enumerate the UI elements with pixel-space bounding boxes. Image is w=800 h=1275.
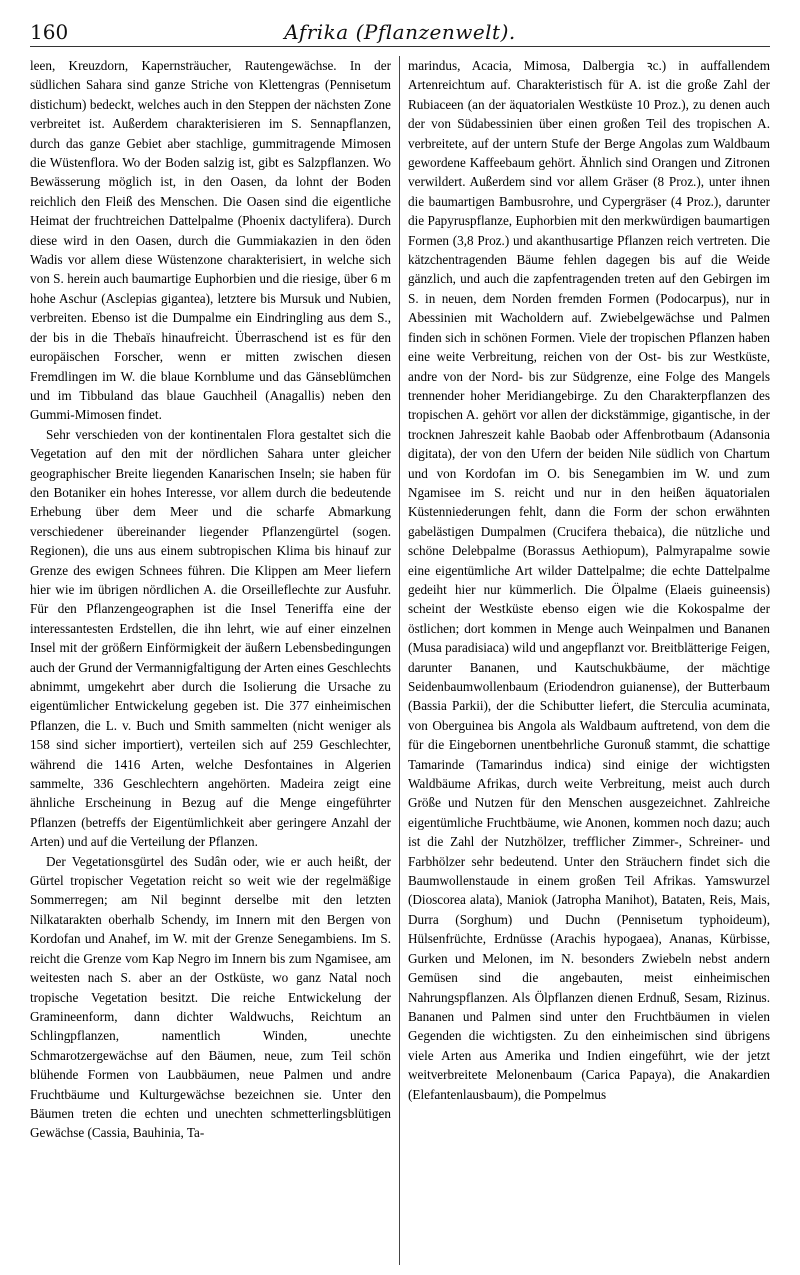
running-title: Afrika (Pflanzenwelt). xyxy=(284,20,516,44)
text-columns xyxy=(30,56,770,1265)
left-paragraph-2: Sehr verschieden von der kontinentalen Flora gestaltet sich die Vegetation auf den mit der nördlichen Sahara unter gleicher geographischer Breite liegenden Kanarischen Inseln; sie haben für den Botaniker ein hohes Interesse, vor allem durch die bedeutende Erhebung über dem Meer und die scharfe Abmarkung verschiedener übereinander liegender Pflanzengürtel (sogen. Regionen), die uns aus einem subtropischen Klima bis hinauf zur Grenze des ewigen Schnees führen. Die Klippen am Meer liefern hier wie im übrigen nördlichen A. die Orseilleflechte zur Ausfuhr. Für den Pflanzengeographen ist die Insel Teneriffa eine der interessantesten Erdstellen, die ihn lehrt, wie auf einer einzelnen Insel mit der größern Einförmigkeit der äußern Lebensbedingungen auch der Grund der Vermannigfaltigung der Arten eines Geschlechts abnimmt, umgekehrt aber durch die Isolierung die Ursache zu eigentümlicher Entwickelung gegeben ist. Die 377 einheimischen Pflanzen, die L. v. Buch und Smith sammelten (nicht weniger als 158 sind sicher importiert), verteilen sich auf 259 Geschlechter, während die 1416 Arten, welche Desfontaines in Algerien sammelte, 336 Geschlechtern angehörten. Madeira zeigt eine ähnliche Erscheinung in Bezug auf die Menge eingeführter Pflanzen (betreffs der Eigentümlichkeit aber geringere Anzahl der Arten) und auf die Verteilung der Pflanzen. xyxy=(30,426,391,850)
right-paragraph-1: marindus, Acacia, Mimosa, Dalbergia ꝛc.) in auffallendem Artenreichtum auf. Charakteristisch für A. ist die große Zahl der Rubiaceen (an der äquatorialen Westküste 10 Proz.), zu denen auch der von Südabessinien über einen großen Teil des tropischen A. verbreitete, auf der untern Stufe der Berge Angolas zum Waldbaum gewordene Kaffeebaum gehört. Ähnlich sind Orangen und Zitronen verwildert. Außerdem sind vor allem Gräser (8 Proz.), unter ihnen die baumartigen Bambusrohre, und Cypergräser (4 Proz.), darunter die Papyruspflanze, Euphorbien mit den merkwürdigen baumartigen Formen (3,8 Proz.) und akanthusartige Pflanzen reich vertreten. Die kätzchentragenden Bäume fehlen dagegen bis auf die Weide gänzlich, und auch die zapfentragenden treten auf den Gebirgen im S. in neuen, dem Norden fremden Formen (Podocarpus), nur in Abessinien mit Wacholdern auf. Zwiebelgewächse und Palmen finden sich in schönen Formen. Viele der tropischen Pflanzen haben eine weite Verbreitung, reichen von der Ost- bis zur Westküste, andre von der Nord- bis zur Südgrenze, eine Folge des Mangels trennender hoher Meridiangebirge. Zu den Charakterpflanzen des tropischen A. gehört vor allen der dickstämmige, gigantische, in der trocknen Jahreszeit kahle Baobab oder Affenbrotbaum (Adansonia digitata), der von den Ufern der beiden Nile südlich von Chartum und von Kordofan im O. bis Senegambien im W. und zum Ngamisee im S. reicht und nur in den heißen äquatorialen Küstenniederungen fehlt, dann die Form der schon erwähnten gabelästigen Dumpalmen (Crucifera thebaica), die nützliche und schöne Delebpalme (Borassus Aethiopum), Palmyrapalme sowie eine eigentümliche Art wilder Dattelpalme; die echte Dattelpalme gedeiht hier nur kümmerlich. Die Ölpalme (Elaeis guineensis) scheint der Westküste ebenso eigen wie die Kokospalme der östlichen; dort kommen in Menge auch Weinpalmen und Bananen (Musa paradisiaca) wild und angepflanzt vor. Breitblätterige Feigen, darunter Bananen, und Kautschukbäume, der mächtige Seidenbaumwollenbaum (Eriodendron guianense), der Butterbaum (Bassia Parkii), der die Schibutter liefert, die Sterculia acuminata, von Oberguinea bis Angola als Waldbaum auftretend, von dem die für die Eingebornen unentbehrliche Guronuß stammt, die schattige Tamarinde (Tamarindus indica) sind einige der wichtigsten Waldbäume Afrikas, durch weite Verbreitung, meist auch durch Größe und Nutzen für den Menschen ausgezeichnet. Zahlreiche eigentümliche Fruchtbäume, wie Anonen, kommen noch dazu; auch ist die Zahl der Nutzhölzer, trefflicher Zimmer-, Schreiner- und Farbhölzer sehr bedeutend. Unter den Sträuchern findet sich die Baumwollenstaude in einem großen Teil Afrikas. Yamswurzel (Dioscorea alata), Maniok (Jatropha Manihot), Bataten, Reis, Mais, Durra (Sorghum) und Duchn (Pennisetum typhoideum), Hülsenfrüchte, Erdnüsse (Arachis hypogaea), Ananas, Kürbisse, Gurken und Melonen, im N. besonders Zwiebeln nebst andern Gemüsen sind die angebauten, meist einheimischen Nahrungspflanzen. Als Ölpflanzen dienen Erdnuß, Sesam, Rizinus. Bananen und Palmen sind unter den Fruchtbäumen in vielen Gegenden die wichtigsten. Zu den einheimischen sind übrigens viele Arten aus Amerika und Indien eingeführt, wie der jetzt weitverbreitete Melonenbaum (Carica Papaya), die Anakardien (Elefantenlausbaum), die Pompelmus xyxy=(408,58,770,1102)
left-column xyxy=(30,56,400,1265)
right-column xyxy=(400,56,770,1265)
page-header xyxy=(30,18,770,47)
page-number: 160 xyxy=(30,20,69,44)
left-paragraph-3: Der Vegetationsgürtel des Sudân oder, wie er auch heißt, der Gürtel tropischer Vegetation reicht so weit wie der regelmäßige Sommerregen; am Nil beginnt derselbe mit den letzten Nilkatarakten oberhalb Schendy, im Innern mit den Bergen von Kordofan und Anahef, im W. mit der Grenze Senegambiens. Im S. reicht die Grenze vom Kap Negro im Innern bis zum Ngamisee, am weitesten nach S. aber an der Ostküste, wo ganz Natal noch tropische Vegetation besitzt. Die reiche Entwickelung der Gramineenform, dann dichter Waldwuchs, Reichtum an Schlingpflanzen, namentlich Winden, unechte Schmarotzergewächse auf den Bäumen, neue, zum Teil schön blühende Formen von Laubbäumen, neue Palmen und andre Fruchtbäume und Kulturgewächse bezeichnen sie. Unter den Bäumen treten die echten und unechten schmetterlingsblütigen Gewächse (Cassia, Bauhinia, Ta- xyxy=(30,853,391,1141)
left-paragraph-1: leen, Kreuzdorn, Kapernsträucher, Rautengewächse. In der südlichen Sahara sind ganze Striche von Klettengras (Pennisetum distichum) bedeckt, welches auch in den Steppen der nächsten Zone verbreitet ist. Außerdem charakterisieren im S. Sennapflanzen, durch das ganze Gebiet aber stachlige, gummitragende Mimosen die Wüstenflora. Wo der Boden salzig ist, gibt es Salzpflanzen. Wo Bewässerung möglich ist, in den Oasen, da lohnt der Boden reichlich den Fleiß des Menschen. Die Oasen sind die eigentliche Heimat der fruchtreichen Dattelpalme (Phoenix dactylifera). Durch diese wird in den Oasen, durch die Gummiakazien in den öden Wadis vor allem diese Wüstenzone charakterisiert, in welche sich von S. herein auch baumartige Euphorbien und die riesige, über 6 m hohe Aschur (Asclepias gigantea), letztere bis Mursuk und Nubien, verbreiten. Ebenso ist die Dumpalme ein Eindringling aus dem S., der bis in die Thebaïs hinaufreicht. Überraschend ist es für den europäischen Forscher, wenn er mitten zwischen diesen Fremdlingen im W. die blaue Kornblume und das Gänseblümchen und im Tibbuland das blaue Gauchheil (Anagallis) neben den Gummi-Mimosen findet. xyxy=(30,58,391,423)
